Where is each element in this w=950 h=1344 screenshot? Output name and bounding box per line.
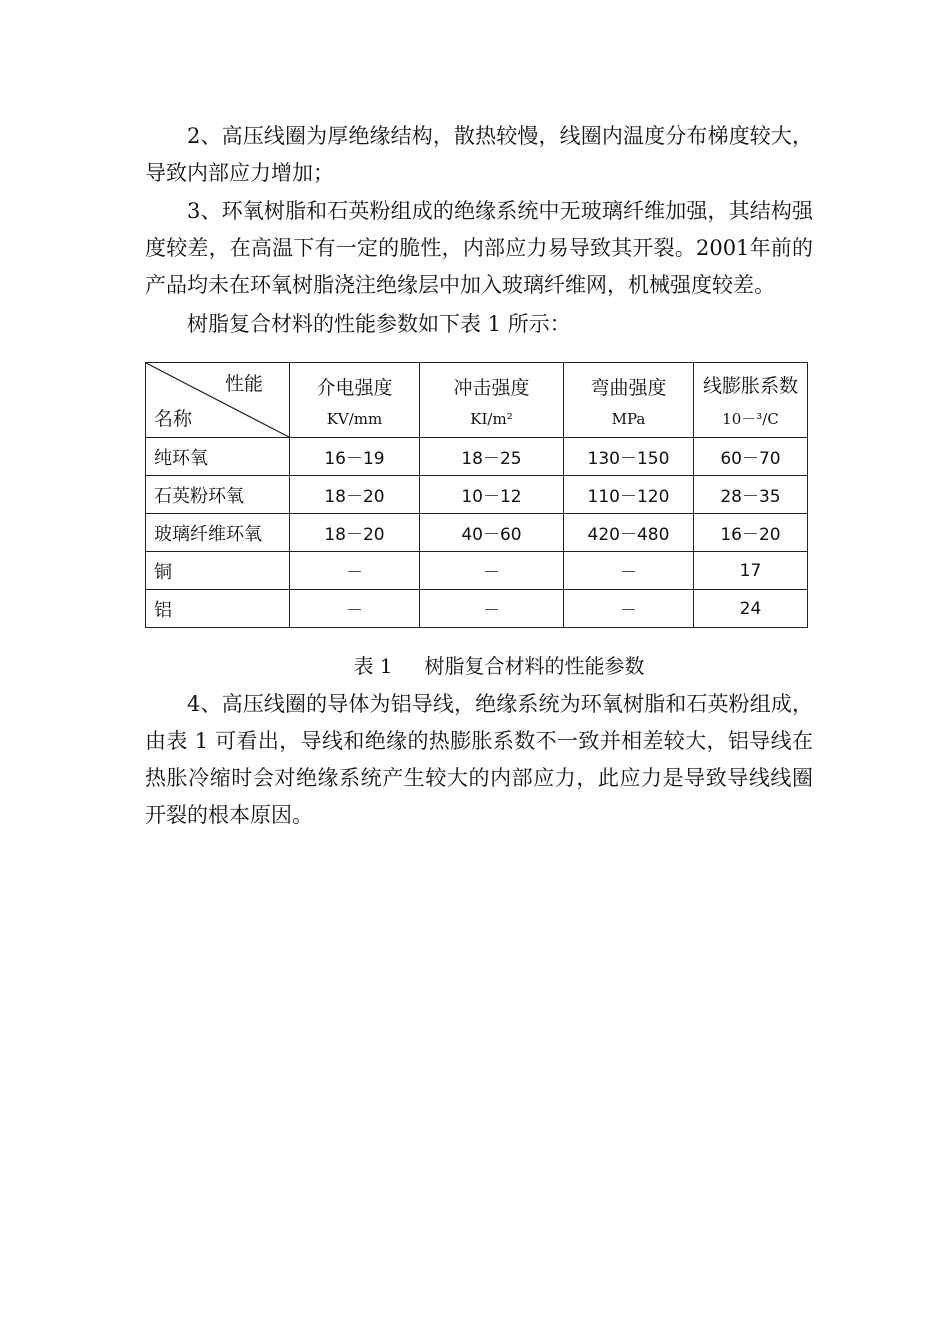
- table-cell: －: [420, 552, 564, 590]
- properties-table-wrap: [145, 362, 807, 630]
- row-name: 铜: [146, 552, 290, 590]
- table-intro: 树脂复合材料的性能参数如下表 1 所示：: [187, 312, 571, 336]
- table-cell: 18－20: [290, 514, 420, 552]
- column-unit: KI/m²: [470, 409, 513, 428]
- table-cell: 18－25: [420, 438, 564, 476]
- row-name: 石英粉环氧: [146, 476, 290, 514]
- column-label: 线膨胀系数: [702, 375, 798, 397]
- column-label: 介电强度: [316, 376, 393, 399]
- table-cell: －: [420, 590, 564, 628]
- table-row: [146, 514, 808, 552]
- table-cell: 16－19: [290, 438, 420, 476]
- table-row: [146, 438, 808, 476]
- table-row: [146, 590, 808, 628]
- table-caption-text: 树脂复合材料的性能参数: [424, 654, 645, 678]
- document-page: [145, 118, 813, 834]
- table-caption-number: 表 1: [353, 654, 393, 678]
- column-header: [564, 363, 694, 438]
- paragraph-3: 3、环氧树脂和石英粉组成的绝缘系统中无玻璃纤维加强，其结构强度较差，在高温下有一定的脆性，内部应力易导致其开裂。2001年前的产品均未在环氧树脂浇注绝缘层中加入玻璃纤维网，机械强度较差。: [145, 199, 813, 297]
- table-cell: －: [290, 552, 420, 590]
- corner-label-name: 名称: [154, 408, 193, 430]
- column-unit: MPa: [611, 409, 646, 428]
- paragraph-2: 2、高压线圈为厚绝缘结构，散热较慢，线圈内温度分布梯度较大，导致内部应力增加；: [145, 124, 813, 185]
- table-row: [146, 476, 808, 514]
- table-cell: 10－12: [420, 476, 564, 514]
- table-corner-cell: [146, 363, 290, 438]
- column-header: [694, 363, 808, 438]
- column-header: [420, 363, 564, 438]
- column-label: 弯曲强度: [590, 376, 667, 399]
- row-name: 铝: [146, 590, 290, 628]
- row-name: 纯环氧: [146, 438, 290, 476]
- paragraph-4: 4、高压线圈的导体为铝导线，绝缘系统为环氧树脂和石英粉组成，由表 1 可看出，导线和绝缘的热膨胀系数不一致并相差较大，铝导线在热胀冷缩时会对绝缘系统产生较大的内部应力，此应力是导致导线线圈开裂的根本原因。: [145, 692, 813, 827]
- table-cell: 17: [694, 552, 808, 590]
- table-row: [146, 552, 808, 590]
- corner-label-property: 性能: [224, 373, 263, 395]
- table-cell: 28－35: [694, 476, 808, 514]
- column-unit: 10－³/C: [722, 410, 779, 428]
- table-cell: 130－150: [564, 438, 694, 476]
- table-header-row: [146, 363, 808, 438]
- column-label: 冲击强度: [453, 376, 530, 399]
- table-cell: 24: [694, 590, 808, 628]
- table-caption: [145, 650, 813, 682]
- table-cell: －: [290, 590, 420, 628]
- table-cell: 40－60: [420, 514, 564, 552]
- table-cell: 16－20: [694, 514, 808, 552]
- table-cell: －: [564, 590, 694, 628]
- table-cell: 110－120: [564, 476, 694, 514]
- table-cell: －: [564, 552, 694, 590]
- table-cell: 18－20: [290, 476, 420, 514]
- column-unit: KV/mm: [326, 409, 383, 428]
- column-header: [290, 363, 420, 438]
- table-cell: 420－480: [564, 514, 694, 552]
- row-name: 玻璃纤维环氧: [146, 514, 290, 552]
- properties-table: [145, 362, 808, 628]
- table-cell: 60－70: [694, 438, 808, 476]
